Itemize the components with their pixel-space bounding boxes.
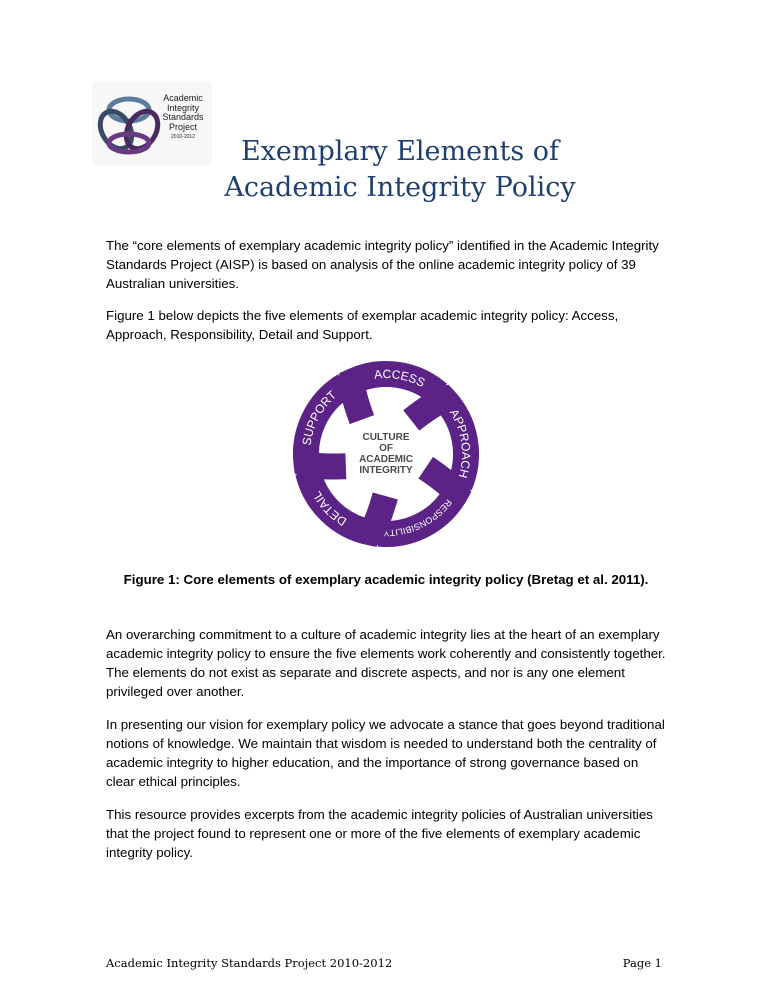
page-number: Page 1: [622, 956, 662, 970]
logo-text: Academic Integrity Standards Project 2010-2012: [162, 93, 204, 140]
page-title: Exemplary Elements of Academic Integrity Policy: [224, 136, 576, 203]
element-label-detail: DETAIL: [309, 488, 350, 529]
center-text: OF: [379, 443, 393, 454]
center-text: ACADEMIC: [359, 454, 413, 465]
element-label-approach: APPROACH: [446, 406, 474, 480]
core-elements-diagram: [276, 348, 496, 560]
center-text: INTEGRITY: [359, 465, 413, 476]
element-label-responsibility: RESPONSIBILITY: [383, 497, 454, 539]
paragraph-intro: The “core elements of exemplary academic integrity policy” identified in the Academic Integrity Standards Project (AISP) is based on analysis of the online academic integrity policy of 39 Australian universities.: [106, 238, 659, 291]
element-label-support: SUPPORT: [299, 387, 339, 447]
center-text: CULTURE: [362, 432, 410, 443]
element-label-access: ACCESS: [373, 366, 428, 390]
paragraph-vision: In presenting our vision for exemplary policy we advocate a stance that goes beyond traditional notions of knowledge. We maintain that wisdom is needed to understand both the centrality of academic integrity to higher education, and the importance of strong governance based on clear ethical principles.: [106, 717, 665, 789]
element-band-detail: [308, 472, 385, 533]
paragraph-resource: This resource provides excerpts from the academic integrity policies of Australian universities that the project found to represent one or more of the five elements of exemplary academic integrity policy.: [106, 807, 653, 860]
figure-caption: Figure 1: Core elements of exemplary academic integrity policy (Bretag et al. 2011).: [123, 572, 649, 587]
paragraph-commitment: An overarching commitment to a culture of academic integrity lies at the heart of an exemplary academic integrity policy to ensure the five elements work coherently and consistently together. The elements do not exist as separate and discrete aspects, and nor is any one element privileged over another.: [106, 627, 666, 699]
footer-project: Academic Integrity Standards Project 2010-2012: [106, 956, 393, 970]
paragraph-figure-ref: Figure 1 below depicts the five elements of exemplar academic integrity policy: Access, Approach, Responsibility, Detail and Support.: [106, 308, 619, 342]
